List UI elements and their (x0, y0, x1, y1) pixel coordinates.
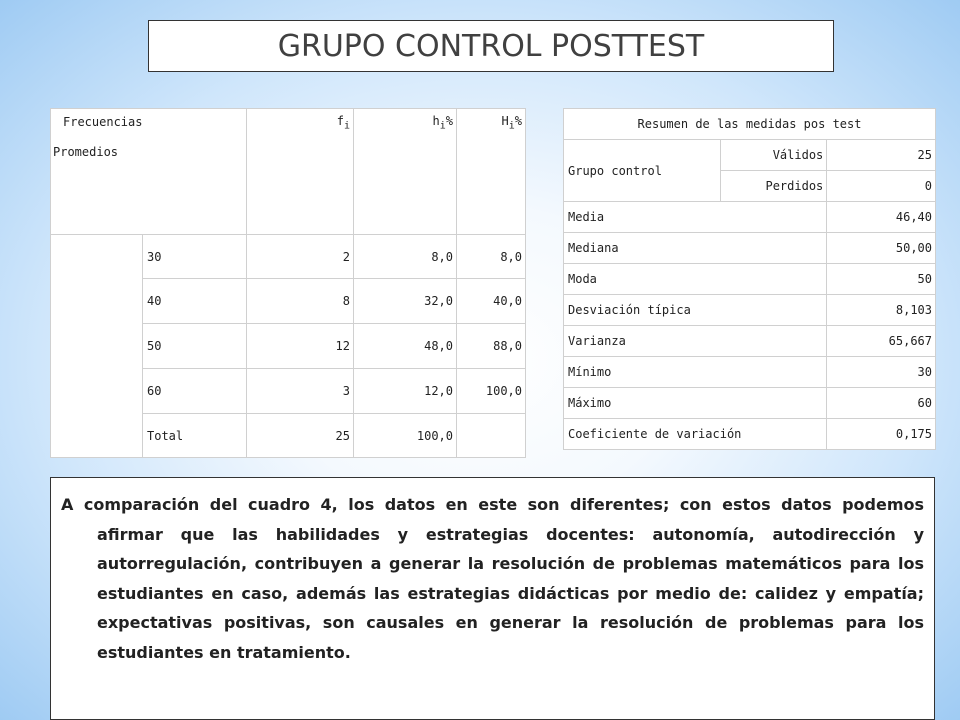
perdidos-value: 0 (827, 171, 936, 202)
validos-label: Válidos (720, 140, 827, 171)
Hi-cell: 88,0 (457, 324, 526, 369)
summary-value: 0,175 (827, 419, 936, 450)
conclusion-paragraph: A comparación del cuadro 4, los datos en este son diferentes; con estos datos podemos afirmar que las habilidades y estrategias docentes: autonomía, autodirección y autorregulación, contribuyen a generar la resolución de problemas matemáticos para los estudiantes en caso, además las estrategias didácticas por medio de: calidez y empatía; expectativas positivas, son causales en generar la resolución de problemas para los estudiantes en tratamiento. (61, 495, 924, 662)
fi-cell: 3 (247, 369, 354, 414)
summary-row (564, 264, 936, 295)
promedio-cell: 50 (143, 324, 247, 369)
summary-label: Mínimo (564, 357, 827, 388)
hi-cell: 32,0 (354, 279, 457, 324)
summary-row (564, 388, 936, 419)
summary-value: 60 (827, 388, 936, 419)
total-hi: 100,0 (354, 414, 457, 458)
summary-row (564, 295, 936, 326)
summary-row (564, 357, 936, 388)
perdidos-label: Perdidos (720, 171, 827, 202)
summary-title: Resumen de las medidas pos test (564, 109, 936, 140)
hi-cell: 48,0 (354, 324, 457, 369)
summary-value: 30 (827, 357, 936, 388)
promedio-cell: 60 (143, 369, 247, 414)
frequency-table (50, 108, 526, 458)
total-fi: 25 (247, 414, 354, 458)
hi-header: $h_i\%$ (354, 109, 457, 235)
promedios-label: Promedios (53, 145, 119, 159)
summary-label: Desviación típica (564, 295, 827, 326)
Hi-cell: 8,0 (457, 235, 526, 279)
promedio-cell: 30 (143, 235, 247, 279)
hi-cell: 12,0 (354, 369, 457, 414)
Hi-header: $H_i\%$ (457, 109, 526, 235)
summary-row (564, 233, 936, 264)
summary-value: 8,103 (827, 295, 936, 326)
page-title: GRUPO CONTROL POSTTEST (277, 28, 705, 64)
summary-label: Máximo (564, 388, 827, 419)
conclusion-box (50, 477, 935, 720)
summary-label: Mediana (564, 233, 827, 264)
frequency-header-label (51, 109, 247, 235)
grupo-control-label: Grupo control (564, 140, 721, 202)
group-blank-cell (51, 235, 143, 458)
validos-row (564, 140, 936, 171)
Hi-cell: 40,0 (457, 279, 526, 324)
summary-row (564, 202, 936, 233)
summary-table (563, 108, 936, 450)
title-box (148, 20, 834, 72)
frequency-header-row (51, 109, 526, 235)
summary-value: 65,667 (827, 326, 936, 357)
summary-label: Coeficiente de variación (564, 419, 827, 450)
table-row (51, 235, 526, 279)
frecuencias-label: Frecuencias (63, 115, 143, 129)
fi-header: $f_i$ (247, 109, 354, 235)
summary-label: Moda (564, 264, 827, 295)
hi-cell: 8,0 (354, 235, 457, 279)
summary-title-row (564, 109, 936, 140)
summary-value: 50 (827, 264, 936, 295)
fi-cell: 12 (247, 324, 354, 369)
summary-label: Media (564, 202, 827, 233)
total-Hi-blank (457, 414, 526, 458)
total-label: Total (143, 414, 247, 458)
summary-row (564, 326, 936, 357)
summary-value: 50,00 (827, 233, 936, 264)
summary-value: 46,40 (827, 202, 936, 233)
promedio-cell: 40 (143, 279, 247, 324)
summary-label: Varianza (564, 326, 827, 357)
validos-value: 25 (827, 140, 936, 171)
Hi-cell: 100,0 (457, 369, 526, 414)
summary-row (564, 419, 936, 450)
fi-cell: 8 (247, 279, 354, 324)
fi-cell: 2 (247, 235, 354, 279)
